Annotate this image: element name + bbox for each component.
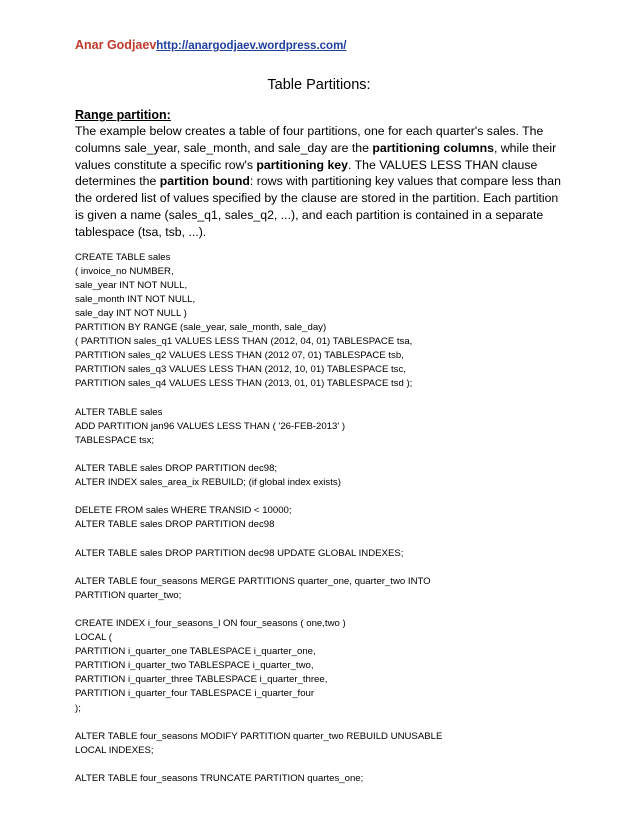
code-line: TABLESPACE tsx; [75,434,155,446]
code-line: ALTER TABLE sales DROP PARTITION dec98 [75,519,275,531]
sql-code-block [75,251,565,787]
page-header [75,38,347,52]
code-line: LOCAL INDEXES; [75,744,154,756]
code-blank-line [75,561,565,575]
code-line: PARTITION i_quarter_three TABLESPACE i_quarter_three, [75,674,328,686]
code-line: ALTER TABLE sales [75,406,163,418]
code-line: CREATE TABLE sales [75,251,171,263]
code-line: LOCAL ( [75,632,112,644]
code-blank-line [75,392,565,406]
code-line: ADD PARTITION jan96 VALUES LESS THAN ( '26-FEB-2013' ) [75,420,346,432]
term-partitioning-columns: partitioning columns [372,140,494,155]
code-line: PARTITION BY RANGE (sale_year, sale_month, sale_day) [75,322,327,334]
term-partition-bound: partition bound [159,174,250,189]
code-line: PARTITION i_quarter_four TABLESPACE i_quarter_four [75,688,315,700]
code-line: DELETE FROM sales WHERE TRANSID < 10000; [75,505,292,517]
code-line: sale_year INT NOT NULL, [75,279,188,291]
code-line: sale_month INT NOT NULL, [75,293,196,305]
section-heading: Range partition: [75,108,171,122]
code-line: PARTITION i_quarter_one TABLESPACE i_quarter_one, [75,646,316,658]
code-line: ALTER TABLE sales DROP PARTITION dec98 UPDATE GLOBAL INDEXES; [75,547,404,559]
code-line: sale_day INT NOT NULL ) [75,307,187,319]
code-line: CREATE INDEX i_four_seasons_l ON four_seasons ( one,two ) [75,618,346,630]
code-line: PARTITION sales_q4 VALUES LESS THAN (2013, 01, 01) TABLESPACE tsd ); [75,378,413,390]
author-name: Anar Godjaev [75,38,157,52]
code-line: PARTITION quarter_two; [75,589,182,601]
code-blank-line [75,603,565,617]
code-blank-line [75,448,565,462]
intro-text: , while their values constitute a specific row's [75,140,557,172]
code-line: ALTER TABLE four_seasons TRUNCATE PARTITION quartes_one; [75,773,364,785]
intro-paragraph [75,123,565,241]
page-title: Table Partitions: [267,77,371,93]
code-line: ALTER INDEX sales_area_ix REBUILD; (if global index exists) [75,477,341,489]
intro-text: . The VALUES LESS THAN clause determines the [75,157,538,189]
code-blank-line [75,532,565,546]
code-blank-line [75,758,565,772]
code-line: PARTITION sales_q3 VALUES LESS THAN (2012, 10, 01) TABLESPACE tsc, [75,364,406,376]
code-line: PARTITION i_quarter_two TABLESPACE i_quarter_two, [75,660,314,672]
code-line: ( PARTITION sales_q1 VALUES LESS THAN (2012, 04, 01) TABLESPACE tsa, [75,336,413,348]
code-blank-line [75,490,565,504]
code-line: ALTER TABLE four_seasons MERGE PARTITIONS quarter_one, quarter_two INTO [75,575,431,587]
code-line: ALTER TABLE sales DROP PARTITION dec98; [75,462,278,474]
term-partitioning-key: partitioning key [256,157,348,172]
blog-link[interactable]: http://anargodjaev.wordpress.com/ [156,40,347,52]
code-line: ALTER TABLE four_seasons MODIFY PARTITION quarter_two REBUILD UNUSABLE [75,730,443,742]
code-blank-line [75,716,565,730]
code-line: PARTITION sales_q2 VALUES LESS THAN (2012 07, 01) TABLESPACE tsb, [75,350,404,362]
intro-text: : rows with partitioning key values that compare less than the ordered list of values specified by the clause are stored in the partition. Each partition is given a name (sales_q1, sales_q2, ...), and each partition is contained in a separate tablespace (tsa, tsb, ...). [75,174,561,239]
code-line: ( invoice_no NUMBER, [75,265,174,277]
code-line: ); [75,702,81,714]
intro-text: The example below creates a table of four partitions, one for each quarter's sales. The columns sale_year, sale_month, and sale_day are the [75,124,544,155]
content [75,107,565,786]
